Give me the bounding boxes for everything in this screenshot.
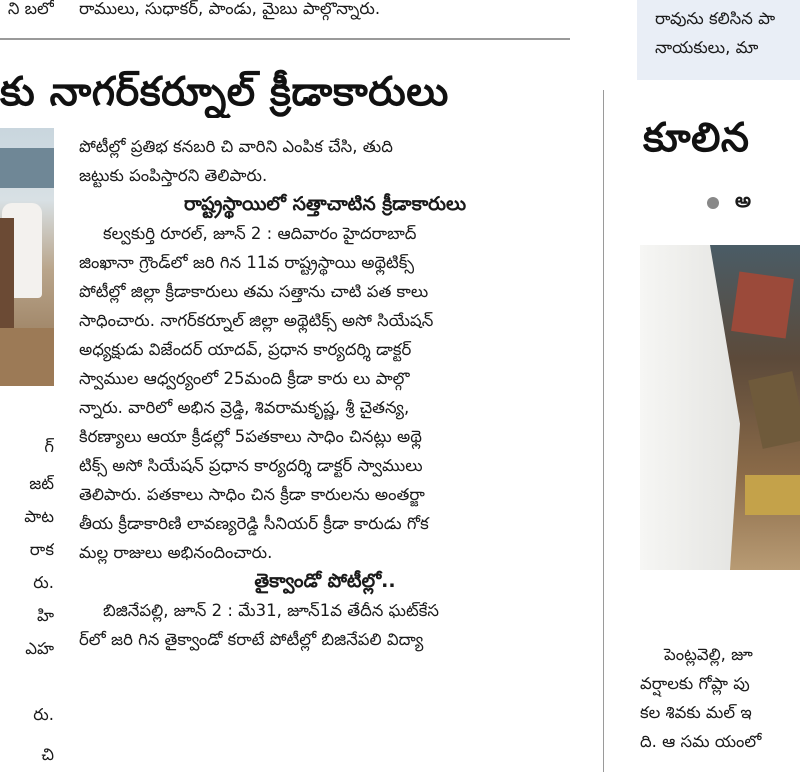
article-body — [79, 132, 571, 654]
article-line: పోటీల్లో ప్రతిభ కనబరి చి వారిని ఎంపిక చేసి, తుది — [79, 137, 393, 156]
column-divider — [603, 90, 604, 772]
article-subheading: రాష్ట్రస్థాయిలో సత్తాచాటిన క్రీడాకారులు — [183, 193, 467, 215]
left-column-line: రు. — [33, 573, 54, 592]
left-column-line: ఎహ — [25, 639, 54, 658]
left-column-line: హి — [36, 606, 54, 625]
info-box-line: నాయకులు, మా — [655, 38, 759, 57]
left-column-line: రాక — [29, 540, 54, 559]
article-line: ది. ఆ సమ యంలో — [640, 732, 762, 751]
collapsed-house-photo — [640, 245, 800, 570]
left-column-line: గ్ — [44, 437, 54, 456]
article-line: కల శివకు మల్ ఇ — [640, 703, 752, 722]
left-column-line: ని బలో — [7, 0, 54, 18]
article-line: స్వాముల ఆధ్వర్యంలో 25మంది క్రీడా కారు లు పాల్గొ — [79, 369, 410, 388]
athlete-photo — [0, 128, 54, 386]
left-column-line: పాట — [24, 507, 54, 526]
article-line: ర్‌లో జరి గిన తైక్వాండో కరాటే పోటీల్లో బిజినేపలి విద్యా — [79, 630, 424, 649]
bullet-text: అ — [735, 188, 751, 212]
article-line: మల్ల రాజులు అభినందించారు. — [79, 543, 273, 562]
left-column-line: రు. — [33, 705, 54, 724]
info-box-line: రావును కలిసిన పా — [655, 9, 776, 28]
right-headline: కూలిన — [643, 115, 750, 161]
section-divider — [0, 38, 570, 40]
article-line: జింఖానా గ్రౌండ్‌లో జరి గిన 11వ రాష్ట్రస్థాయి అథ్లెటిక్స్ — [79, 253, 415, 272]
article-line: పోటీల్లో జిల్లా క్రీడాకారులు తమ సత్తాను చాటి పత కాలు — [79, 282, 429, 301]
article-line: కల్వకుర్తి రూరల్, జూన్ 2 : ఆదివారం హైదరాబాద్ — [103, 224, 417, 243]
article-line: జట్టుకు పంపిస్తారని తెలిపారు. — [79, 166, 268, 185]
article-subheading: తైక్వాండో పోటీల్లో.. — [254, 570, 396, 592]
info-box — [637, 0, 800, 80]
article-line: వర్షాలకు గోప్లా పు — [640, 674, 750, 693]
article-line: టిక్స్ అసో సియేషన్ ప్రధాన కార్యదర్శి డాక్టర్ స్వాములు — [79, 456, 423, 475]
bullet-icon — [707, 197, 719, 209]
article-line: తెలిపారు. పతకాలు సాధిం చిన క్రీడా కారులను అంతర్జా — [79, 485, 425, 504]
article-headline: కు నాగర్‌కర్నూల్ క్రీడాకారులు — [0, 69, 449, 115]
article-line: కిరణ్యాలు ఆయా క్రీడల్లో 5పతకాలు సాధిం చినట్లు అథ్లె — [79, 427, 422, 446]
article-line: బిజినేపల్లి, జూన్ 2 : మే31, జూన్1వ తేదీన ఘట్‌కేస — [103, 601, 439, 620]
article-line: సాధించారు. నాగర్‌కర్నూల్ జిల్లా అథ్లెటిక్స్ అసో సియేషన్ — [79, 311, 434, 330]
left-column-line: చి — [41, 745, 54, 764]
left-column-line: జట్ — [29, 474, 54, 493]
article-line: న్నారు. వారిలో అభిన వ్రెడ్డి, శివరామకృష్ణ, శ్రీ చైతన్య, — [79, 398, 410, 417]
article-line: పెంట్లవెల్లి, జూ — [664, 645, 753, 664]
article-line: అధ్యక్షుడు విజేందర్ యాదవ్, ప్రధాన కార్యదర్శి డాక్టర్ — [79, 340, 412, 359]
article-line: తీయ క్రీడాకారిణి లావణ్యరెడ్డి సీనియర్ క్రీడా కారుడు గోక — [79, 514, 429, 533]
right-article-body — [640, 640, 800, 756]
previous-article-last-line: రాములు, సుధాకర్, పాండు, మైబు పాల్గొన్నారు. — [79, 0, 381, 18]
